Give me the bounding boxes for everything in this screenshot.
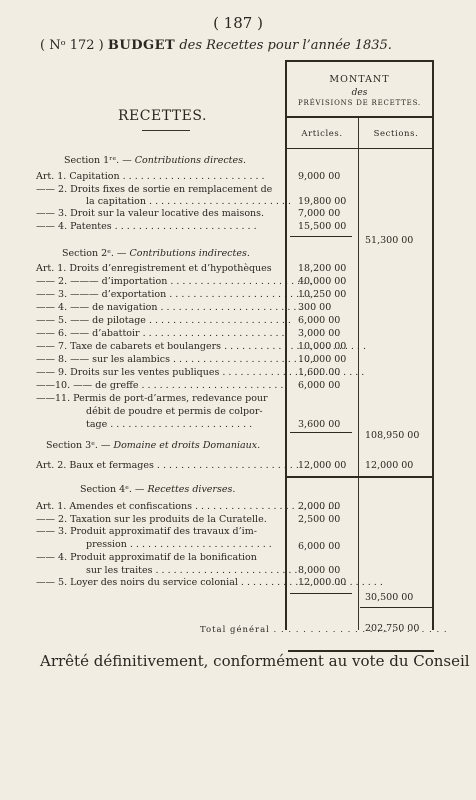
column-header-montant: MONTANT	[329, 74, 390, 85]
row-amount: 3,600 00	[298, 419, 341, 430]
row-label: Capitation . . .	[69, 171, 264, 182]
row-amount: 40,000 00	[298, 276, 347, 287]
table-row	[36, 302, 302, 313]
row-amount: 15,500 00	[298, 221, 347, 232]
row-label: Droits d’enregistrement et d’hypothèques	[69, 263, 272, 274]
column-subheader-rule	[285, 148, 434, 149]
table-row	[36, 393, 268, 404]
row-label: sur les traites . . .	[86, 565, 297, 576]
table-row	[36, 171, 265, 182]
row-number: —— 4.	[36, 552, 68, 563]
section-3-total: 12,000 00	[365, 460, 414, 471]
subtotal-rule	[290, 432, 352, 433]
row-number: Art. 2.	[36, 460, 67, 471]
row-amount: 7,000 00	[298, 208, 341, 219]
column-articles-header: Articles.	[301, 129, 343, 139]
table-row	[36, 380, 283, 391]
document-subtitle: des Recettes pour l’année 1835.	[179, 38, 392, 53]
table-row	[36, 328, 285, 339]
subtotal-rule	[290, 236, 352, 237]
row-label: Baux et fermages . . .	[69, 460, 298, 471]
row-amount: 2,000 00	[298, 501, 341, 512]
heading-rule	[142, 130, 190, 131]
row-number: —— 8.	[36, 354, 68, 365]
row-label: Amendes et confiscations . . .	[69, 501, 337, 512]
row-label: Taxation sur les produits de la Curatelle.	[70, 514, 267, 525]
row-number: ——11.	[36, 393, 71, 404]
row-label: Taxe de cabarets et boulangers . . .	[70, 341, 366, 352]
table-row	[36, 501, 337, 512]
row-number: —— 4.	[36, 302, 68, 313]
row-number: —— 5.	[36, 315, 68, 326]
table-row	[36, 221, 257, 232]
row-label: Patentes . . .	[70, 221, 256, 232]
table-row	[36, 315, 291, 326]
row-number: Art. 1.	[36, 263, 67, 274]
table-row	[36, 354, 315, 365]
row-amount: 6,000 00	[298, 315, 341, 326]
document-number: ( Nᵒ 172 )	[40, 38, 104, 53]
table-row	[36, 514, 267, 525]
row-label: —— de navigation . . .	[70, 302, 302, 313]
table-row	[86, 196, 291, 207]
table-row	[36, 526, 257, 537]
column-header-rule	[285, 116, 434, 118]
row-amount: 12,000 00	[298, 460, 347, 471]
section-1-label: Section 1ʳᵉ. —	[64, 155, 135, 166]
row-number: —— 3.	[36, 289, 68, 300]
sections-total-rule	[360, 607, 434, 608]
section-1-subtitle: Contributions directes.	[134, 155, 246, 166]
document-title: BUDGET	[107, 38, 176, 53]
total-general-amount: 202,750 00	[365, 623, 420, 634]
row-number: Art. 1.	[36, 501, 67, 512]
recettes-heading: RECETTES.	[118, 108, 207, 124]
section-2-subtitle: Contributions indirectes.	[129, 248, 250, 259]
section-4-label: Section 4ᵉ. —	[80, 484, 148, 495]
row-label: ——— d’importation . . .	[70, 276, 312, 287]
row-label: Produit approximatif des travaux d’im-	[70, 526, 257, 537]
row-amount: 10,000 00	[298, 341, 347, 352]
section-4-total: 30,500 00	[365, 592, 414, 603]
row-amount: 19,800 00	[298, 196, 347, 207]
row-number: —— 2.	[36, 514, 68, 525]
row-number: ——10.	[36, 380, 71, 391]
row-amount: 9,000 00	[298, 171, 341, 182]
row-label: Droit sur la valeur locative des maisons.	[70, 208, 265, 219]
section-3-title	[46, 440, 260, 451]
row-amount: 1,600 00	[298, 367, 341, 378]
row-label: tage . . .	[86, 419, 252, 430]
subtotal-rule	[290, 593, 352, 594]
table-row	[86, 565, 297, 576]
section-1-total: 51,300 00	[365, 235, 414, 246]
row-label: —— de greffe . . .	[73, 380, 283, 391]
section-2-total: 108,950 00	[365, 430, 420, 441]
row-label: la capitation . . .	[86, 196, 291, 207]
row-label: Permis de port-d’armes, redevance pour	[73, 393, 268, 404]
section-2-label: Section 2ᵉ. —	[62, 248, 130, 259]
section-4-title	[80, 484, 235, 495]
row-amount: 6,000 00	[298, 380, 341, 391]
row-label: —— sur les alambics . . .	[70, 354, 315, 365]
table-row	[36, 184, 272, 195]
row-label: —— d’abattoir . . .	[70, 328, 284, 339]
table-row	[86, 406, 263, 417]
row-amount: 300 00	[298, 302, 332, 313]
section-3-rule	[285, 476, 434, 478]
row-number: —— 2.	[36, 276, 68, 287]
row-label: Loyer des noirs du service colonial . . .	[70, 577, 383, 588]
page-number: ( 187 )	[213, 14, 263, 32]
section-3-subtitle: Domaine et droits Domaniaux.	[113, 440, 261, 451]
section-4-subtitle: Recettes diverses.	[147, 484, 236, 495]
row-label: —— de pilotage . . .	[70, 315, 291, 326]
table-row	[86, 419, 252, 430]
column-sections-header: Sections.	[373, 129, 419, 139]
row-number: —— 6.	[36, 328, 68, 339]
table-row	[36, 276, 312, 287]
row-number: —— 5.	[36, 577, 68, 588]
running-head	[40, 38, 392, 53]
row-number: —— 9.	[36, 367, 68, 378]
row-amount: 12,000 00	[298, 577, 347, 588]
table-row	[36, 289, 311, 300]
row-amount: 8,000 00	[298, 565, 341, 576]
total-general-text: Total général . . .	[200, 625, 448, 635]
row-number: —— 3.	[36, 208, 68, 219]
row-amount: 18,200 00	[298, 263, 347, 274]
row-label: Droits sur les ventes publiques . . .	[70, 367, 364, 378]
section-2-title	[62, 248, 250, 259]
row-amount: 6,000 00	[298, 541, 341, 552]
column-header-des: des	[351, 88, 368, 98]
row-label: Droits fixes de sortie en remplacement de	[70, 184, 273, 195]
row-label: débit de poudre et permis de colpor-	[86, 406, 263, 417]
row-number: Art. 1.	[36, 171, 67, 182]
row-number: —— 3.	[36, 526, 68, 537]
table-row	[36, 552, 257, 563]
row-number: —— 4.	[36, 221, 68, 232]
section-3-label: Section 3ᵉ. —	[46, 440, 114, 451]
row-label: ——— d’exportation . . .	[70, 289, 311, 300]
row-label: pression . . .	[86, 539, 272, 550]
table-row	[36, 263, 272, 274]
row-amount: 10,000 00	[298, 354, 347, 365]
table-row	[36, 460, 299, 471]
row-amount: 3,000 00	[298, 328, 341, 339]
column-header-previsions: PRÉVISIONS DE RECETTES.	[298, 99, 421, 107]
row-amount: 2,500 00	[298, 514, 341, 525]
row-amount: 10,250 00	[298, 289, 347, 300]
row-number: —— 2.	[36, 184, 68, 195]
closing-text: Arrêté définitivement, conformément au vote du Conseil	[40, 652, 470, 670]
table-row	[36, 208, 264, 219]
section-1-title	[64, 155, 246, 166]
row-label: Produit approximatif de la bonification	[70, 552, 257, 563]
table-row	[86, 539, 272, 550]
row-number: —— 7.	[36, 341, 68, 352]
